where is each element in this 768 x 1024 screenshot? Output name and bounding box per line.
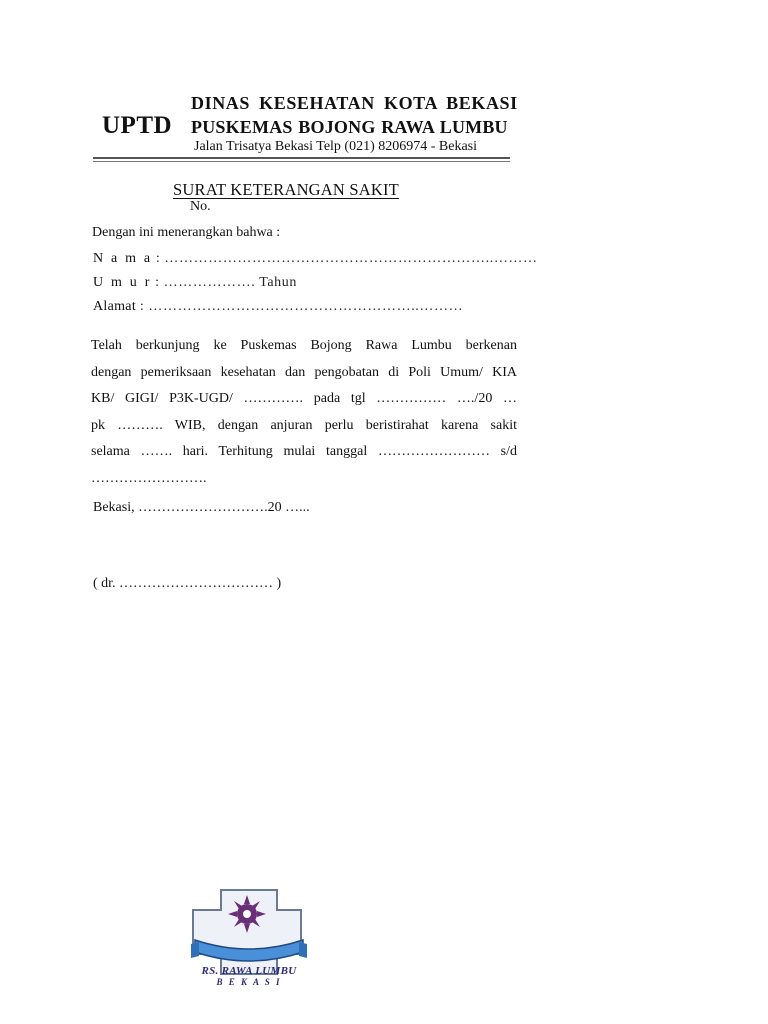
logo-text-city: B E K A S I (216, 977, 282, 987)
paragraph-line: Telah berkunjung ke Puskemas Bojong Rawa Lumbu berkenan (91, 338, 517, 353)
letterhead-rule-thick (93, 157, 510, 159)
place-date-line: Bekasi, ……………………….20 …... (93, 500, 310, 515)
paragraph-line: selama ……. hari. Terhitung mulai tanggal …………………… s/d (91, 444, 517, 459)
field-address (93, 299, 463, 315)
document-title: SURAT KETERANGAN SAKIT (173, 180, 399, 199)
paragraph-line: pk ………. WIB, dengan anjuran perlu beristirahat karena sakit (91, 417, 517, 433)
field-name (93, 251, 538, 267)
visit-paragraph (91, 333, 517, 492)
paragraph-line: KB/ GIGI/ P3K-UGD/ …………. pada tgl …………… …./20 … (91, 391, 517, 406)
field-name-value: : …………………………………………………………..……… (155, 251, 538, 266)
letterhead-institution-line2: PUSKEMAS BOJONG RAWA LUMBU (191, 117, 508, 137)
field-name-label: N a m a (93, 251, 153, 266)
paragraph-line: dengan pemeriksaan kesehatan dan pengobatan di Poli Umum/ KIA (91, 364, 517, 380)
intro-text: Dengan ini menerangkan bahwa : (92, 225, 281, 240)
document-number-label: No. (190, 199, 211, 214)
letterhead-institution-line1: DINAS KESEHATAN KOTA BEKASI (191, 93, 518, 113)
field-age-value: : ………………. Tahun (155, 275, 297, 290)
paragraph-line: ……………………. (91, 470, 207, 486)
doctor-signature-line: ( dr. …………………………… ) (93, 576, 282, 591)
logo-text-name: RS. RAWA LUMBU (201, 965, 297, 977)
field-age (93, 275, 297, 291)
letterhead-rule-thin (93, 161, 510, 162)
field-address-label: Alamat (93, 299, 140, 314)
field-address-value: : ………………………………………………..……… (139, 299, 464, 314)
letterhead-address: Jalan Trisatya Bekasi Telp (021) 8206974 - Bekasi (194, 139, 478, 154)
field-age-label: U m u r (93, 275, 152, 290)
letterhead-unit: UPTD (102, 112, 173, 139)
